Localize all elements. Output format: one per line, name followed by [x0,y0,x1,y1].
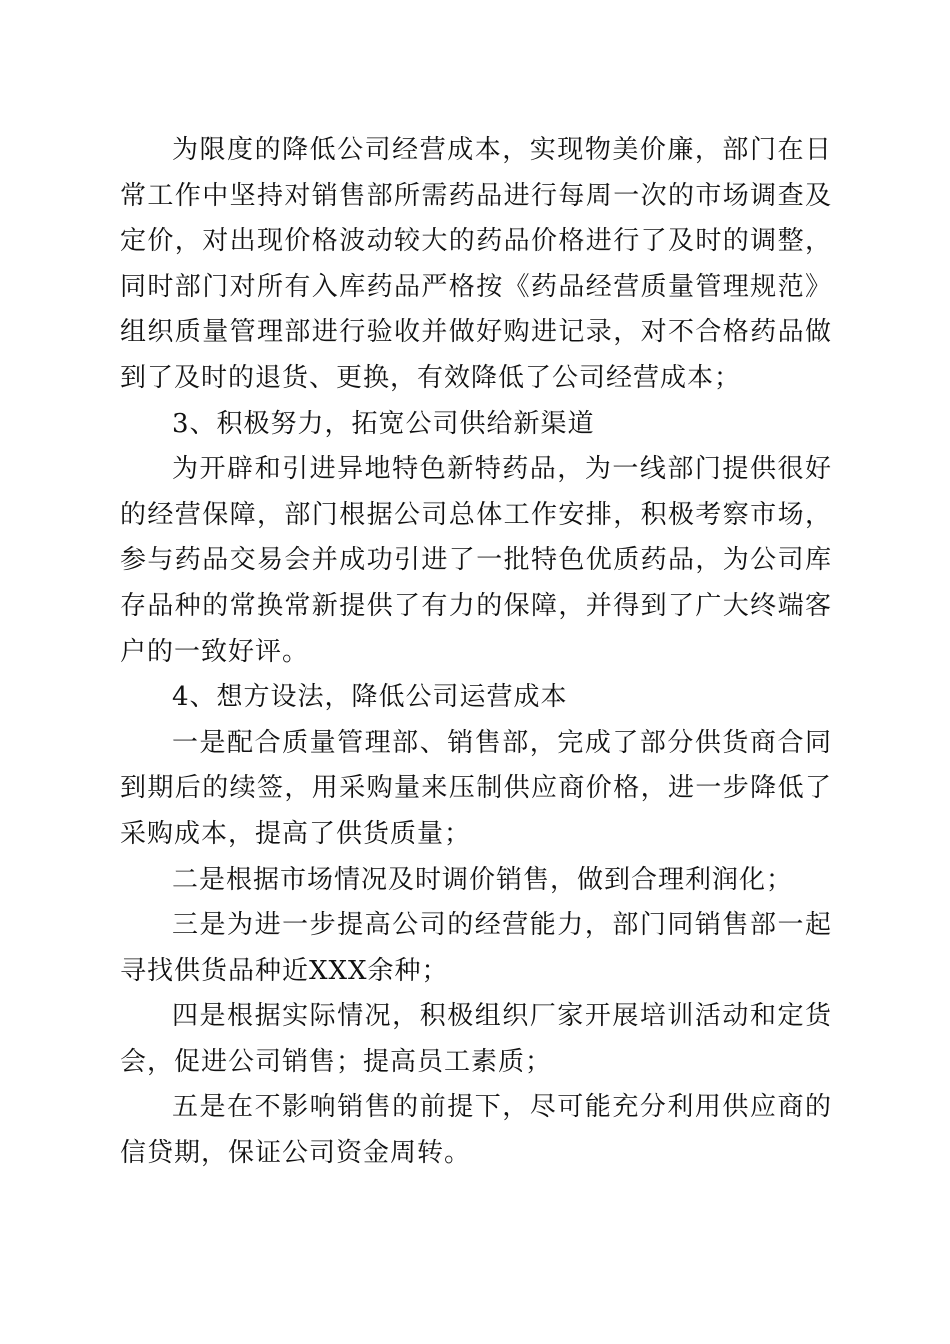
list-item-fourth: 四是根据实际情况，积极组织厂家开展培训活动和定货会，促进公司销售；提高员工素质； [120,1001,832,1077]
list-item-fifth: 五是在不影响销售的前提下，尽可能充分利用供应商的信贷期，保证公司资金周转。 [120,1092,832,1169]
list-item-third: 三是为进一步提高公司的经营能力，部门同销售部一起寻找供货品种近XXX余种； [120,910,832,986]
list-item-second: 二是根据市场情况及时调价销售，做到合理利润化； [172,864,794,895]
heading-reduce-costs: 4、想方设法，降低公司运营成本 [172,682,568,713]
heading-new-channels: 3、积极努力，拓宽公司供给新渠道 [172,408,595,439]
paragraph-cost-control: 为限度的降低公司经营成本，实现物美价廉，部门在日常工作中坚持对销售部所需药品进行每周一次的市场调查及定价，对出现价格波动较大的药品价格进行了及时的调整，同时部门对所有入库药品严格按《药品经营质量管理规范》组织质量管理部进行验收并做好购进记录，对不合格药品做到了及时的退货、更换，有效降低了公司经营成本； [120,135,832,393]
document-body [120,128,832,1177]
list-item-first: 一是配合质量管理部、销售部，完成了部分供货商合同到期后的续签，用采购量来压制供应商价格，进一步降低了采购成本，提高了供货质量； [120,727,832,849]
paragraph-new-channels: 为开辟和引进异地特色新特药品，为一线部门提供很好的经营保障，部门根据公司总体工作安排，积极考察市场，参与药品交易会并成功引进了一批特色优质药品，为公司库存品种的常换常新提供了有力的保障，并得到了广大终端客户的一致好评。 [120,454,832,667]
